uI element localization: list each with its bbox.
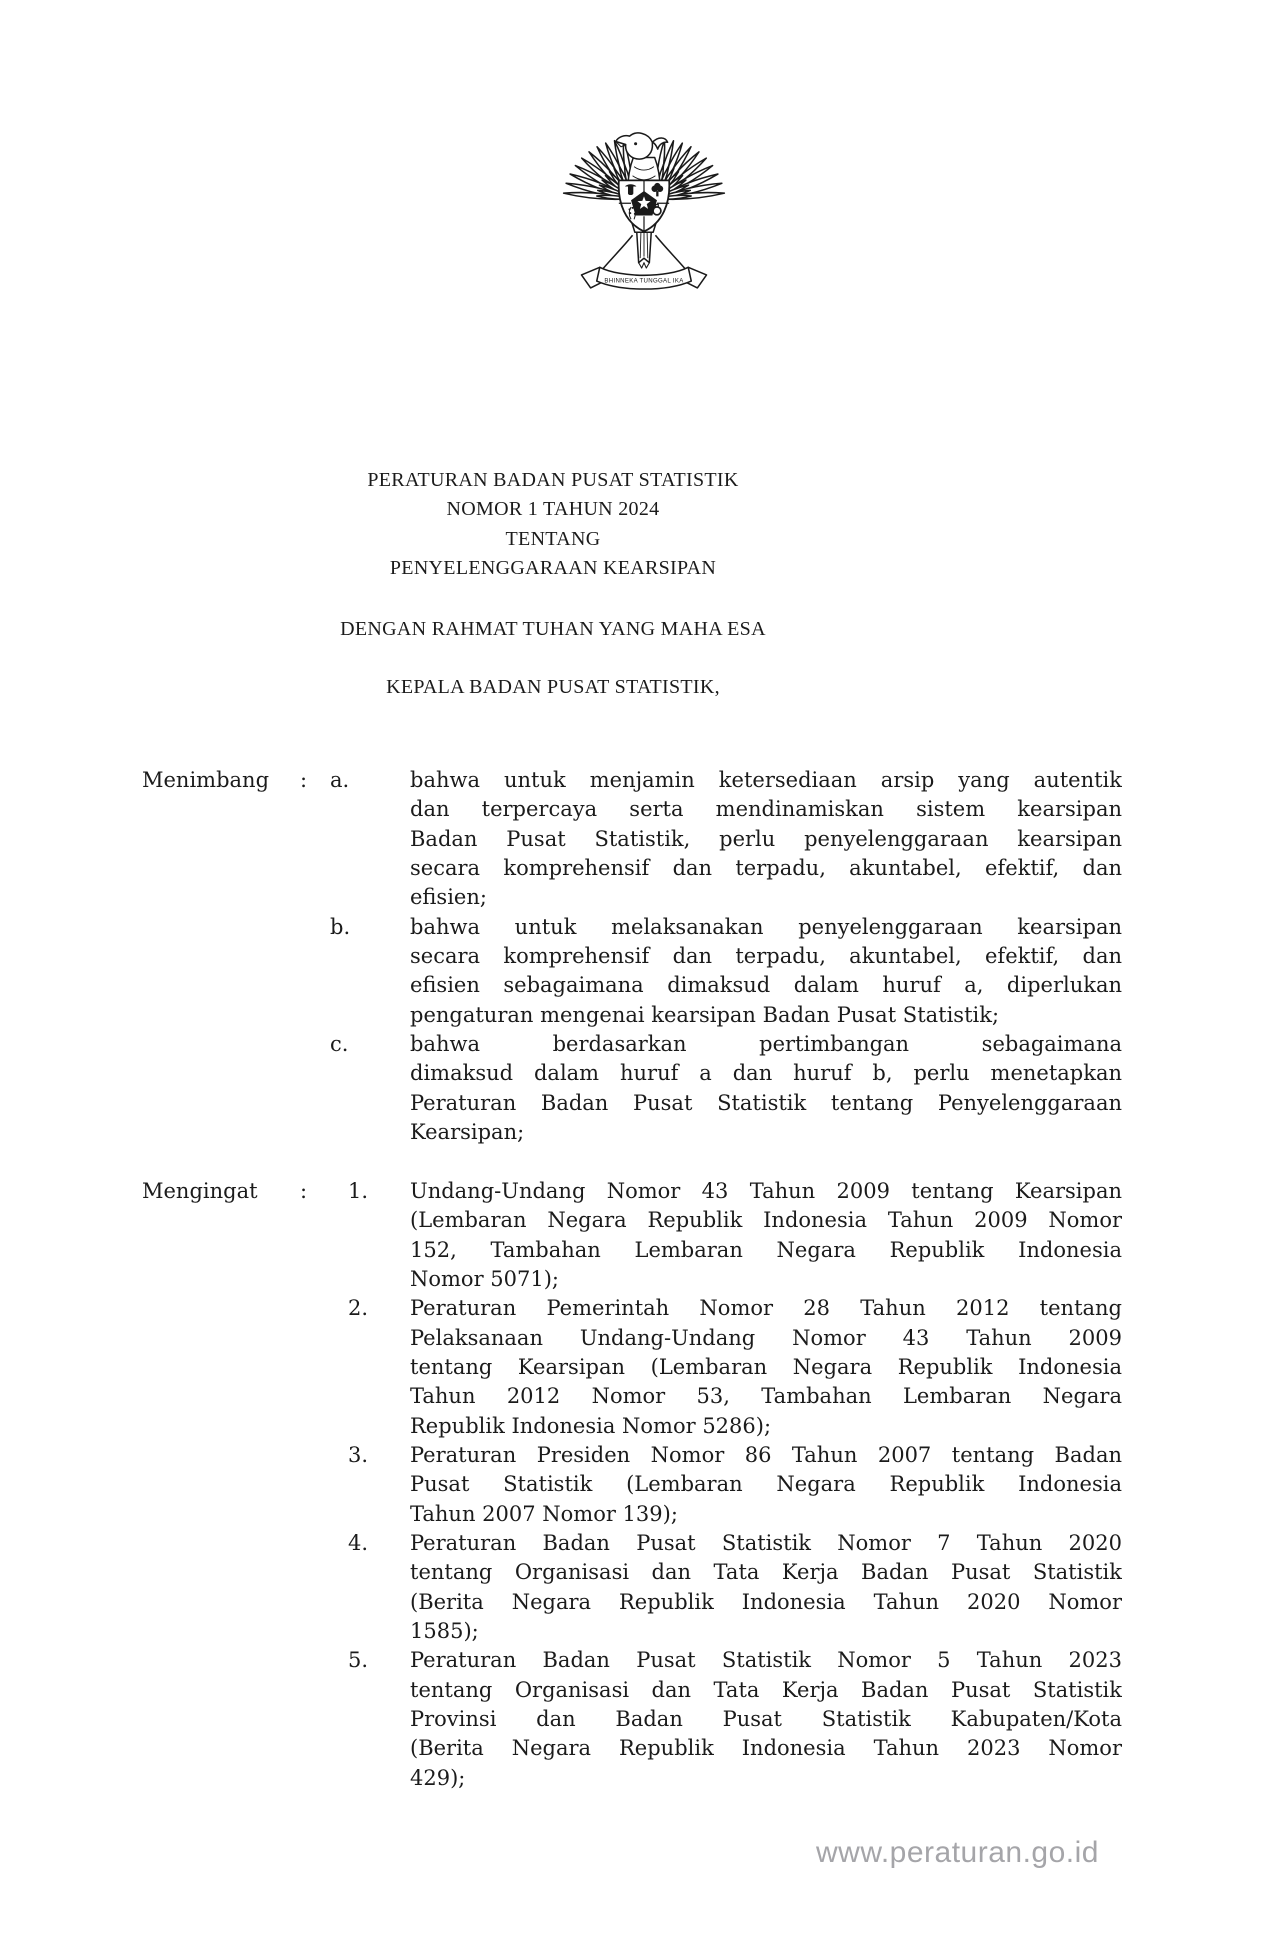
text-line: Tahun 2012 Nomor 53, Tambahan Lembaran Negara	[410, 1384, 1122, 1409]
text-line: (Berita Negara Republik Indonesia Tahun 2020 Nomor	[410, 1589, 1122, 1614]
section-label: Menimbang	[142, 768, 270, 792]
text-line: Nomor 5071);	[410, 1266, 559, 1291]
regulation-title: PERATURAN BADAN PUSAT STATISTIK	[367, 469, 739, 491]
text-line: bahwa untuk melaksanakan penyelenggaraan kearsipan	[410, 914, 1122, 939]
pancasila-shield	[619, 180, 670, 231]
invocation-line: DENGAN RAHMAT TUHAN YANG MAHA ESA	[340, 618, 766, 640]
text-line: 429);	[410, 1765, 466, 1790]
regulation-heading	[143, 466, 963, 583]
text-line: Peraturan Badan Pusat Statistik tentang Penyelenggaraan	[410, 1090, 1122, 1115]
text-line: Badan Pusat Statistik, perlu penyelenggaraan kearsipan	[410, 826, 1122, 851]
text-line: secara komprehensif dan terpadu, akuntabel, efektif, dan	[410, 855, 1122, 880]
list-item	[348, 1646, 1122, 1793]
text-line: tentang Kearsipan (Lembaran Negara Republik Indonesia	[410, 1354, 1122, 1379]
text-line: efisien;	[410, 885, 487, 910]
list-item	[330, 766, 1122, 913]
regulation-number: NOMOR 1 TAHUN 2024	[446, 498, 660, 521]
list-item-marker: c.	[330, 1031, 349, 1056]
text-line: Peraturan Badan Pusat Statistik Nomor 5 Tahun 2023	[410, 1648, 1122, 1673]
text-line: secara komprehensif dan terpadu, akuntabel, efektif, dan	[410, 943, 1122, 968]
text-line: (Lembaran Negara Republik Indonesia Tahun 2009 Nomor	[410, 1208, 1122, 1233]
text-line: tentang Organisasi dan Tata Kerja Badan Pusat Statistik	[410, 1677, 1122, 1702]
text-line: 1585);	[410, 1618, 479, 1643]
watermark-url: www.peraturan.go.id	[816, 1836, 1099, 1869]
text-line: Republik Indonesia Nomor 5286);	[410, 1413, 772, 1438]
text-line: Peraturan Pemerintah Nomor 28 Tahun 2012 tentang	[410, 1296, 1122, 1321]
regulation-subject: PENYELENGGARAAN KEARSIPAN	[389, 556, 717, 579]
list-item	[348, 1294, 1122, 1441]
text-line: pengaturan mengenai kearsipan Badan Pusat Statistik;	[410, 1002, 1000, 1027]
list-item-marker: 3.	[348, 1442, 369, 1467]
list-item-marker: 5.	[348, 1648, 369, 1673]
list-item-marker: 2.	[348, 1296, 369, 1321]
text-line: Undang-Undang Nomor 43 Tahun 2009 tentang Kearsipan	[410, 1179, 1122, 1203]
list-item-marker: b.	[330, 914, 351, 939]
emblem-motto: BHINNEKA TUNGGAL IKA	[604, 277, 684, 285]
text-line: dan terpercaya serta mendinamiskan sistem kearsipan	[410, 797, 1122, 822]
official-line: KEPALA BADAN PUSAT STATISTIK,	[386, 676, 720, 698]
list-item-marker: a.	[330, 768, 350, 792]
text-line: bahwa untuk menjamin ketersediaan arsip yang autentik	[410, 768, 1122, 792]
text-line: Peraturan Presiden Nomor 86 Tahun 2007 tentang Badan	[410, 1442, 1122, 1467]
list-item	[348, 1177, 1122, 1294]
list-item-marker: 4.	[348, 1530, 369, 1555]
text-line: Pusat Statistik (Lembaran Negara Republik Indonesia	[410, 1472, 1122, 1497]
list-item	[348, 1529, 1122, 1646]
text-line: bahwa berdasarkan pertimbangan sebagaimana	[410, 1031, 1122, 1056]
text-line: Provinsi dan Badan Pusat Statistik Kabupaten/Kota	[410, 1706, 1122, 1731]
garuda-pancasila-emblem	[560, 127, 728, 310]
section-mengingat	[0, 1177, 1276, 1793]
text-line: (Berita Negara Republik Indonesia Tahun 2023 Nomor	[410, 1736, 1122, 1761]
text-line: tentang Organisasi dan Tata Kerja Badan Pusat Statistik	[410, 1560, 1122, 1585]
text-line: Pelaksanaan Undang-Undang Nomor 43 Tahun 2009	[410, 1325, 1122, 1350]
text-line: 152, Tambahan Lembaran Negara Republik Indonesia	[410, 1237, 1122, 1262]
regulation-tentang: TENTANG	[505, 527, 601, 550]
text-line: Peraturan Badan Pusat Statistik Nomor 7 Tahun 2020	[410, 1530, 1122, 1555]
section-colon: :	[300, 768, 308, 792]
list-item	[348, 1441, 1122, 1529]
text-line: Tahun 2007 Nomor 139);	[410, 1501, 678, 1526]
eye	[634, 142, 637, 145]
text-line: efisien sebagaimana dimaksud dalam huruf a, diperlukan	[410, 973, 1122, 998]
section-colon: :	[300, 1179, 308, 1203]
list-item	[330, 913, 1122, 1030]
section-menimbang	[0, 766, 1276, 1147]
list-item-marker: 1.	[348, 1179, 369, 1203]
list-item	[330, 1030, 1122, 1147]
text-line: Kearsipan;	[410, 1119, 525, 1144]
section-label: Mengingat	[142, 1179, 258, 1203]
text-line: dimaksud dalam huruf a dan huruf b, perlu menetapkan	[410, 1061, 1122, 1086]
